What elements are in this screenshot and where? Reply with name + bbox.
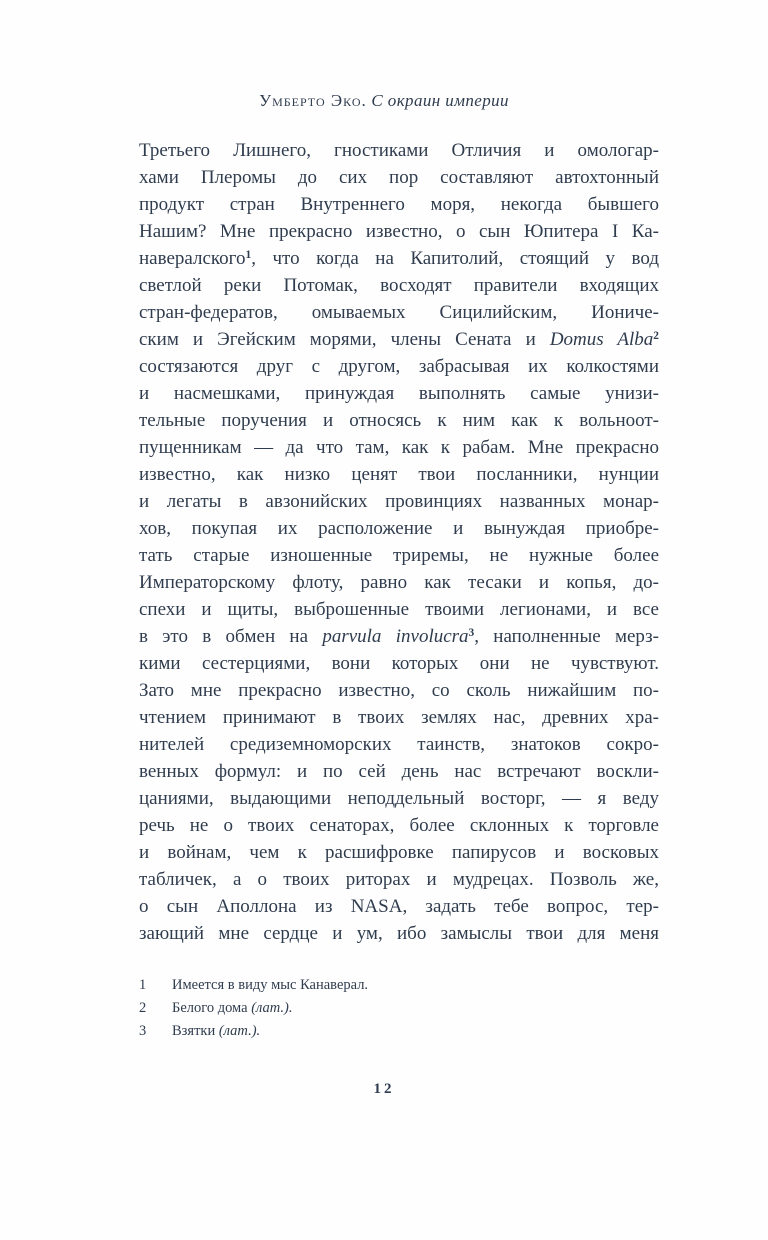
body-line [139,569,659,596]
text-run: спехи и щиты, выброшенные твоими легионами, и все [139,599,659,620]
footnote [139,1020,659,1043]
body-line [139,758,659,785]
body-line [139,353,659,380]
text-run: , наполненные мерз- [474,626,659,647]
page-number: 12 [373,1081,395,1097]
body-line [139,434,659,461]
text-run: продукт стран Внутреннего моря, некогда бывшего [139,194,659,215]
body-line [139,866,659,893]
running-head [0,91,768,111]
footnote-text [172,997,293,1020]
text-run: Третьего Лишнего, гностиками Отличия и омологар- [139,140,659,161]
text-run: кими сестерциями, вони которых они не чувствуют. [139,653,659,674]
body-line [139,893,659,920]
footnote [139,997,659,1020]
text-run: тельные поручения и относясь к ним как к вольноот- [139,410,659,431]
body-line [139,218,659,245]
text-run: навералского [139,248,246,269]
running-head-author: Умберто Эко. [259,91,367,110]
text-run: ским и Эгейским морями, члены Сената и [139,329,550,350]
text-run: стран-федератов, омываемых Сицилийским, Иониче- [139,302,659,323]
body-line [139,650,659,677]
text-run: и войнам, чем к расшифровке папирусов и восковых [139,842,659,863]
body-line [139,920,659,947]
footnotes [139,974,659,1043]
body-line [139,623,659,650]
footnote-text [172,1020,260,1043]
body-line [139,164,659,191]
text-run: и насмешками, принуждая выполнять самые унизи- [139,383,659,404]
text-run: пущенникам — да что там, как к рабам. Мне прекрасно [139,437,659,458]
body-line [139,137,659,164]
footnote-marker: 2 [653,329,659,342]
text-run: чтением принимают в твоих землях нас, древних хра- [139,707,659,728]
italic-text: parvula involucra [322,626,469,647]
running-head-title: С окраин империи [371,91,509,110]
text-run: хами Плеромы до сих пор составляют автохтонный [139,167,659,188]
text-run: Белого дома [172,1000,252,1016]
text-run: цаниями, выдающими неподдельный восторг, — я веду [139,788,659,809]
footnote-marker: 1 [245,248,252,261]
body-line [139,461,659,488]
body-line [139,488,659,515]
text-run: Нашим? Мне прекрасно известно, о сын Юпитера I Ка- [139,221,659,242]
italic-text: Domus Alba [549,329,654,350]
footnote-marker: 3 [468,626,475,639]
body-line [139,731,659,758]
italic-text: (лат.). [251,1000,293,1016]
text-run: Зато мне прекрасно известно, со сколь нижайшим по- [139,680,659,701]
body-line [139,515,659,542]
body-line [139,380,659,407]
footnote-text [172,974,368,997]
text-run: табличек, а о твоих риторах и мудрецах. Позволь же, [139,869,659,890]
text-run: Имеется в виду мыс Канаверал. [172,977,369,993]
body-line [139,326,659,353]
text-run: о сын Аполлона из NASA, задать тебе вопрос, тер- [139,896,659,917]
body-line [139,812,659,839]
text-run: хов, покупая их расположение и вынуждая приобре- [139,518,659,539]
text-run: известно, как низко ценят твои посланники, нунции [139,464,659,485]
text-run: и легаты в авзонийских провинциях названных монар- [139,491,659,512]
text-run: , что когда на Капитолий, стоящий у вод [251,248,659,269]
body-line [139,542,659,569]
body-line [139,407,659,434]
text-run: светлой реки Потомак, восходят правители входящих [139,275,659,296]
text-run: в это в обмен на [139,626,323,647]
body-line [139,785,659,812]
body-line [139,596,659,623]
footnote-number: 1 [139,977,147,993]
text-run: венных формул: и по сей день нас встречают воскли- [139,761,659,782]
body-line [139,245,659,272]
text-run: тать старые изношенные триремы, не нужные более [139,545,659,566]
body-line [139,299,659,326]
body-line [139,704,659,731]
text-run: Императорскому флоту, равно как тесаки и копья, до- [139,572,659,593]
body-line [139,677,659,704]
text-run: Взятки [172,1023,219,1039]
body-line [139,191,659,218]
italic-text: (лат.). [218,1023,261,1039]
footnote-number: 3 [139,1023,147,1039]
footnote [139,974,659,997]
footnote-number: 2 [139,1000,147,1016]
body-text [139,137,659,947]
text-run: нителей средиземноморских таинств, знатоков сокро- [139,734,659,755]
body-line [139,839,659,866]
text-run: речь не о твоих сенаторах, более склонных к торговле [139,815,659,836]
body-line [139,272,659,299]
text-run: состязаются друг с другом, забрасывая их колкостями [139,356,659,377]
text-run: зающий мне сердце и ум, ибо замыслы твои для меня [139,923,659,944]
